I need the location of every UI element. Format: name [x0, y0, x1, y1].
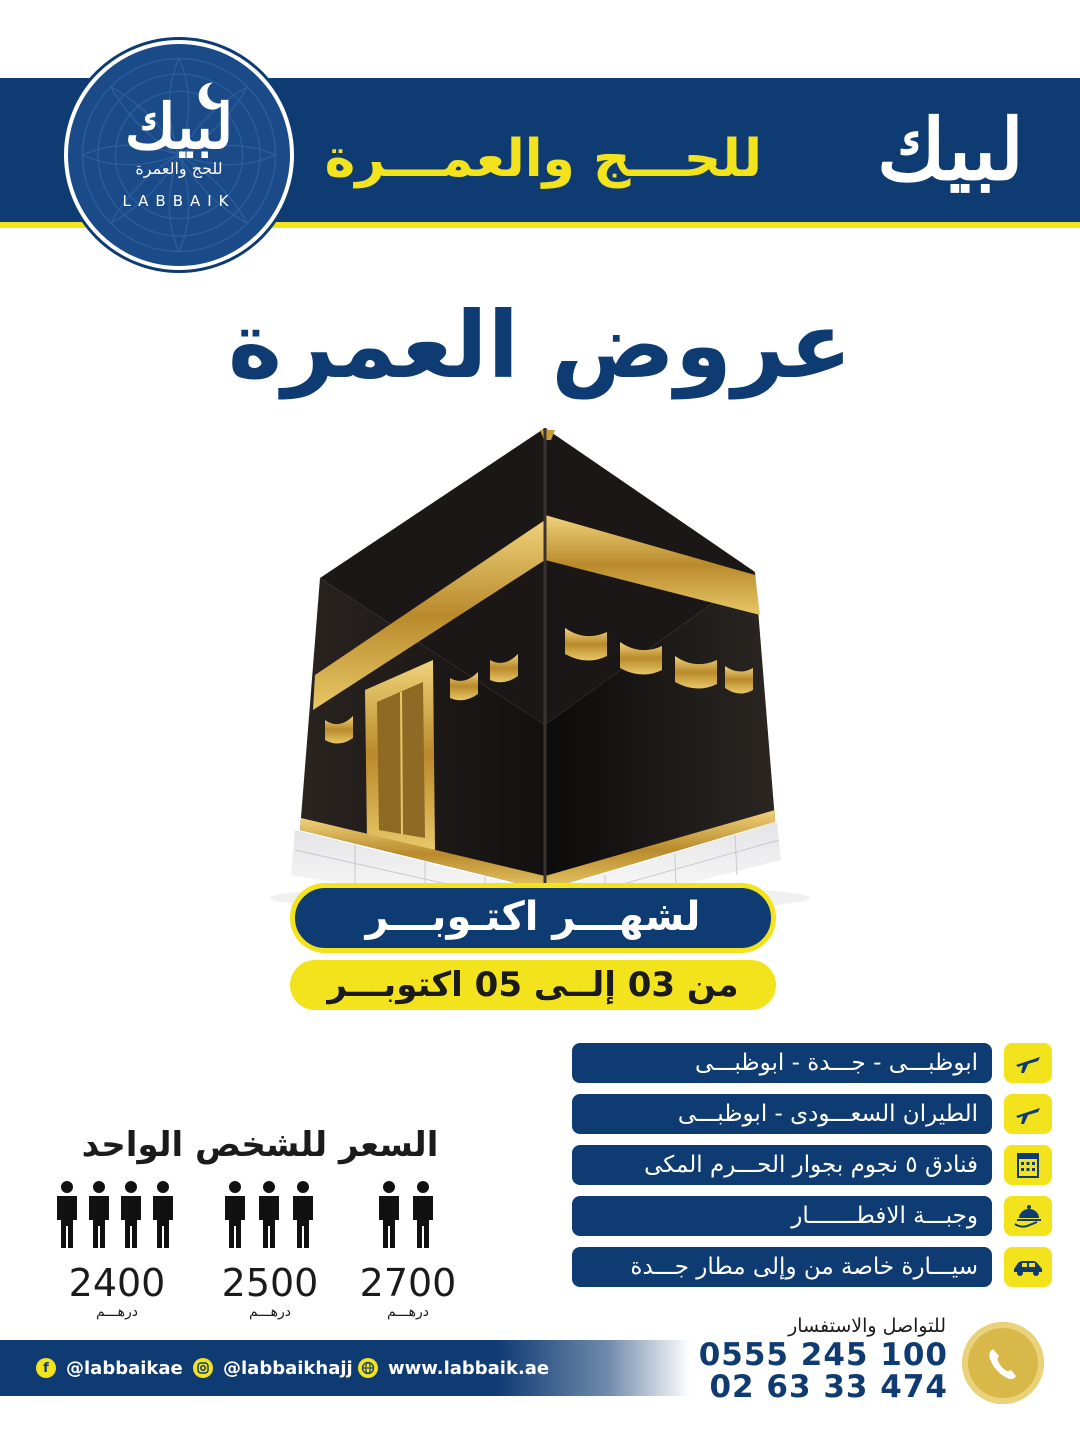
feature-airline [572, 1094, 1052, 1134]
feature-route [572, 1043, 1052, 1083]
globe-icon [358, 1358, 378, 1378]
offer-month-pill: لشهـــر اكتـوبـــر [290, 883, 776, 953]
price-tier-three-persons [220, 1180, 320, 1320]
instagram-link[interactable] [193, 1340, 353, 1396]
instagram-handle: @labbaikhajj [223, 1357, 353, 1379]
meal-cloche-icon [1004, 1196, 1052, 1236]
logo-latin-wordmark: LABBAIK [122, 192, 236, 210]
car-icon [1004, 1247, 1052, 1287]
price-per-person-title: السعر للشخص الواحد [81, 1125, 439, 1165]
website-link[interactable] [358, 1340, 549, 1396]
airplane-icon [1004, 1094, 1052, 1134]
price-currency: درهـــم [387, 1304, 429, 1320]
feature-hotel [572, 1145, 1052, 1185]
facebook-link[interactable] [36, 1340, 183, 1396]
price-tier-two-persons [358, 1180, 458, 1320]
logo-arabic-subtitle: للحج والعمرة [135, 159, 223, 178]
feature-breakfast [572, 1196, 1052, 1236]
facebook-handle: @labbaikae [66, 1357, 183, 1379]
price-value: 2400 [68, 1261, 166, 1305]
package-features-list [572, 1043, 1052, 1298]
price-currency: درهـــم [249, 1304, 291, 1320]
facebook-icon: f [36, 1358, 56, 1378]
brand-tagline: للحـــج والعمـــرة [324, 129, 762, 189]
phone-number-landline[interactable]: 02 63 33 474 [709, 1369, 948, 1405]
offer-headline: عروض العمرة [227, 292, 853, 399]
offer-dates-pill: من 03 إلــى 05 اكتوبـــر [290, 960, 776, 1010]
brand-name: لبيك [876, 100, 1024, 199]
price-tier-four-persons [52, 1180, 182, 1320]
feature-hotel-text: فنادق ٥ نجوم بجوار الحـــرم المكى [572, 1145, 992, 1185]
logo-arabic-wordmark: لبيك [124, 90, 234, 163]
footer-social-bar [0, 1340, 690, 1396]
feature-airline-text: الطيران السعـــودى - ابوظبـــى [572, 1094, 992, 1134]
instagram-icon [193, 1358, 213, 1378]
website-url: www.labbaik.ae [388, 1357, 550, 1379]
three-persons-icon [220, 1180, 320, 1250]
hotel-icon [1004, 1145, 1052, 1185]
labbaik-logo [64, 40, 294, 270]
price-value: 2500 [221, 1261, 319, 1305]
phone-icon[interactable] [962, 1322, 1044, 1404]
feature-private-car [572, 1247, 1052, 1287]
contact-label: للتواصل والاستفسار [788, 1315, 946, 1337]
kaaba-illustration [255, 420, 815, 920]
airplane-icon [1004, 1043, 1052, 1083]
phone-number-mobile[interactable]: 0555 245 100 [698, 1337, 948, 1373]
price-currency: درهـــم [96, 1304, 138, 1320]
four-persons-icon [52, 1180, 182, 1250]
two-persons-icon [358, 1180, 458, 1250]
price-value: 2700 [359, 1261, 457, 1305]
feature-breakfast-text: وجبـــة الافطـــــــار [572, 1196, 992, 1236]
feature-car-text: سيـــارة خاصة من وإلى مطار جـــدة [572, 1247, 992, 1287]
feature-route-text: ابوظبـــى - جـــدة - ابوظبـــى [572, 1043, 992, 1083]
